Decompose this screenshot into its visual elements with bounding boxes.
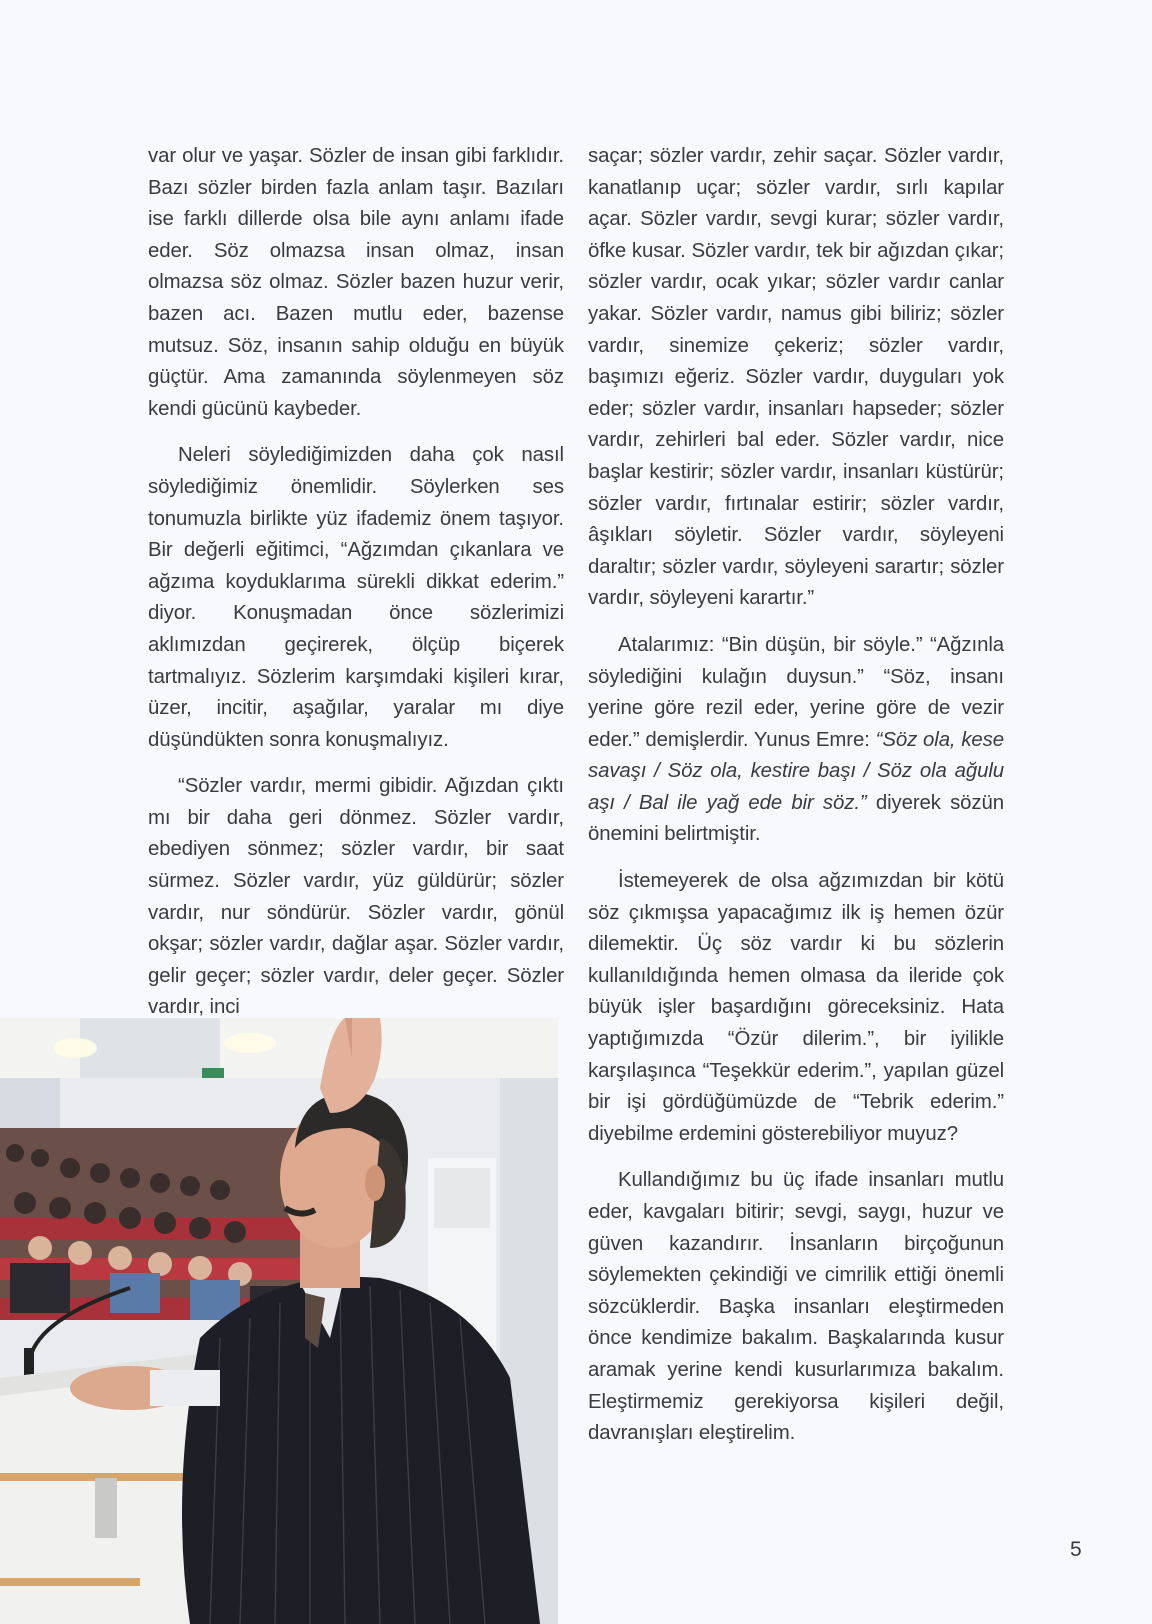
right-text-column: [588, 141, 1004, 1465]
right-paragraph-2: [588, 630, 1004, 851]
left-text-column: [148, 141, 564, 1039]
right-paragraph-1: saçar; sözler vardır, zehir saçar. Sözler vardır, kanatlanıp uçar; sözler vardır, sırlı kapılar açar. Sözler vardır, sevgi kurar; sözler vardır, öfke kusar. Sözler vardır, tek bir ağızdan çıkar; sözler vardır, ocak yıkar; sözler vardır canlar yakar. Sözler vardır, namus gibi biliriz; sözler vardır, sinemize çekeriz; sözler vardır, başımızı eğeriz. Sözler vardır, duyguları yok eder; sözler vardır, insanları hapseder; sözler vardır, zehirleri bal eder. Sözler vardır, nice başlar kestirir; sözler vardır, insanları küstürür; sözler vardır, fırtınalar estirir; sözler vardır, âşıkları söyletir. Sözler vardır, söyleyeni daraltır; sözler vardır, söyleyeni sarartır; sözler vardır, söyleyeni karartır.”: [588, 145, 1004, 610]
right-paragraph-2-end: diyerek sözün önemini belirtmiştir.: [588, 791, 1004, 846]
left-paragraph-2: Neleri söylediğimizden daha çok nasıl söylediğimiz önemlidir. Söylerken ses tonumuzla birlikte yüz ifademiz önem taşıyor. Bir değerli eğitimci, “Ağzımdan çıkanlara ve ağzıma koyduklarıma sürekli dikkat ederim.” diyor. Konuşmadan önce sözlerimizi aklımızdan geçirerek, ölçüp biçerek tartmalıyız. Sözlerim karşımdaki kişileri kırar, üzer, incitir, aşağılar, yaralar mı diye düşündükten sonra konuşmalıyız.: [148, 444, 564, 751]
right-paragraph-2-start: Atalarımız: “Bin düşün, bir söyle.” “Ağzınla söylediğini kulağın duysun.” “Söz, insanı yerine göre rezil eder, yerine göre de vezir eder.” demişlerdir. Yunus Emre:: [588, 633, 1004, 751]
page-number: 5: [1070, 1538, 1082, 1561]
left-paragraph-1: var olur ve yaşar. Sözler de insan gibi farklıdır. Bazı sözler birden fazla anlam taşır. Bazıları ise farklı dillerde olsa bile aynı anlamı ifade eder. Söz olmazsa insan olmaz, insan olmazsa söz olmaz. Sözler bazen huzur verir, bazen acı. Bazen mutlu eder, bazense mutsuz. Söz, insanın sahip olduğu en büyük güçtür. Ama zamanında söylenmeyen söz kendi gücünü kaybeder.: [148, 145, 564, 420]
speaker-photo: [0, 1018, 558, 1624]
speaker-photo-illustration: [0, 1018, 558, 1624]
left-paragraph-3: “Sözler vardır, mermi gibidir. Ağızdan çıktı mı bir daha geri dönmez. Sözler vardır, ebediyen sönmez; sözler vardır, bir saat sürmez. Sözler vardır, yüz güldürür; sözler vardır, nur söndürür. Sözler vardır, gönül okşar; sözler vardır, dağlar aşar. Sözler vardır, gelir geçer; sözler vardır, deler geçer. Sözler vardır, inci: [148, 775, 564, 1019]
right-paragraph-3: İstemeyerek de olsa ağzımızdan bir kötü söz çıkmışsa yapacağımız ilk iş hemen özür dilemektir. Üç söz vardır ki bu sözlerin kullanıldığında hemen olmasa da ileride çok büyük işler başardığını göreceksiniz. Hata yaptığımızda “Özür dilerim.”, bir iyilikle karşılaşınca “Teşekkür ederim.”, yapılan güzel bir işi gördüğümüzde de “Tebrik ederim.” diyebilme erdemini gösterebiliyor muyuz?: [588, 870, 1004, 1145]
right-paragraph-4: Kullandığımız bu üç ifade insanları mutlu eder, kavgaları bitirir; sevgi, saygı, huzur ve güven kazandırır. İnsanların birçoğunun söylemekten çekindiği ve cimrilik ettiği önemli sözcüklerdir. Başka insanları eleştirmeden önce kendimize bakalım. Başkalarında kusur aramak yerine kendi kusurlarımıza bakalım. Eleştirmemiz gerekiyorsa kişileri değil, davranışları eleştirelim.: [588, 1169, 1004, 1445]
yunus-emre-quote: “Söz ola, kese savaşı / Söz ola, kestire başı / Söz ola ağulu aşı / Bal ile yağ ede bir söz.”: [588, 728, 1005, 814]
